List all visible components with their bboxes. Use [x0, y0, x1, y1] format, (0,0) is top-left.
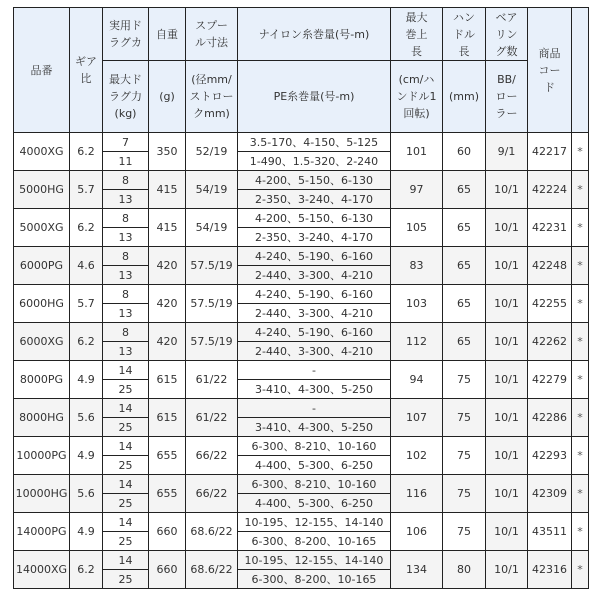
- bearings-cell: 10/1: [486, 513, 528, 551]
- header-max-drag: 最大ドラグ力(kg): [103, 61, 149, 133]
- product-code-cell: 42279: [528, 361, 572, 399]
- product-code-cell: 42217: [528, 133, 572, 171]
- header-weight: 自重: [149, 8, 186, 61]
- spool-cell: 52/19: [186, 133, 238, 171]
- product-code-cell: 42262: [528, 323, 572, 361]
- header-bearings: ベアリング数: [486, 8, 528, 61]
- practical-drag-cell: 14: [103, 437, 149, 456]
- table-row: [14, 513, 589, 532]
- bearings-cell: 10/1: [486, 247, 528, 285]
- note-cell: *: [572, 551, 589, 589]
- nylon-capacity-cell: 6-300、8-210、10-160: [238, 475, 391, 494]
- bearings-cell: 10/1: [486, 437, 528, 475]
- max-drag-cell: 11: [103, 152, 149, 171]
- max-drag-cell: 25: [103, 570, 149, 589]
- gear-ratio-cell: 5.6: [70, 475, 103, 513]
- product-code-cell: 42293: [528, 437, 572, 475]
- max-retrieve-cell: 101: [391, 133, 443, 171]
- note-cell: *: [572, 209, 589, 247]
- weight-cell: 615: [149, 399, 186, 437]
- max-retrieve-cell: 103: [391, 285, 443, 323]
- pe-capacity-cell: 6-300、8-200、10-165: [238, 532, 391, 551]
- gear-ratio-cell: 5.7: [70, 171, 103, 209]
- header-nylon: ナイロン糸巻量(号-m): [238, 8, 391, 61]
- model-cell: 8000HG: [14, 399, 70, 437]
- header-row-1: [14, 8, 589, 61]
- product-code-cell: 42255: [528, 285, 572, 323]
- spool-cell: 61/22: [186, 361, 238, 399]
- bearings-cell: 10/1: [486, 361, 528, 399]
- nylon-capacity-cell: 4-240、5-190、6-160: [238, 323, 391, 342]
- spool-cell: 68.6/22: [186, 513, 238, 551]
- gear-ratio-cell: 4.9: [70, 361, 103, 399]
- bearings-cell: 10/1: [486, 171, 528, 209]
- model-cell: 5000HG: [14, 171, 70, 209]
- gear-ratio-cell: 6.2: [70, 551, 103, 589]
- note-cell: *: [572, 475, 589, 513]
- header-spool: スプール寸法: [186, 8, 238, 61]
- model-cell: 6000HG: [14, 285, 70, 323]
- max-drag-cell: 25: [103, 494, 149, 513]
- max-retrieve-cell: 105: [391, 209, 443, 247]
- handle-length-cell: 65: [443, 323, 486, 361]
- gear-ratio-cell: 6.2: [70, 323, 103, 361]
- max-retrieve-cell: 97: [391, 171, 443, 209]
- spool-cell: 54/19: [186, 209, 238, 247]
- gear-ratio-cell: 4.9: [70, 437, 103, 475]
- max-retrieve-cell: 112: [391, 323, 443, 361]
- bearings-cell: 9/1: [486, 133, 528, 171]
- weight-cell: 655: [149, 475, 186, 513]
- note-cell: *: [572, 285, 589, 323]
- handle-length-cell: 75: [443, 475, 486, 513]
- spec-table: [13, 7, 589, 589]
- practical-drag-cell: 8: [103, 171, 149, 190]
- model-cell: 4000XG: [14, 133, 70, 171]
- header-practical-drag: 実用ドラグカ: [103, 8, 149, 61]
- weight-cell: 420: [149, 285, 186, 323]
- practical-drag-cell: 14: [103, 551, 149, 570]
- handle-length-cell: 65: [443, 171, 486, 209]
- bearings-cell: 10/1: [486, 475, 528, 513]
- header-weight-unit: (g): [149, 61, 186, 133]
- handle-length-cell: 75: [443, 437, 486, 475]
- header-note: [572, 8, 589, 133]
- pe-capacity-cell: 2-440、3-300、4-210: [238, 304, 391, 323]
- header-handle: ハンドル長: [443, 8, 486, 61]
- practical-drag-cell: 14: [103, 361, 149, 380]
- table-row: [14, 475, 589, 494]
- header-model: 品番: [14, 8, 70, 133]
- max-drag-cell: 25: [103, 418, 149, 437]
- pe-capacity-cell: 4-400、5-300、6-250: [238, 494, 391, 513]
- weight-cell: 615: [149, 361, 186, 399]
- max-retrieve-cell: 134: [391, 551, 443, 589]
- table-row: [14, 171, 589, 190]
- pe-capacity-cell: 4-400、5-300、6-250: [238, 456, 391, 475]
- model-cell: 14000XG: [14, 551, 70, 589]
- weight-cell: 415: [149, 171, 186, 209]
- header-max-retrieve: 最大巻上長: [391, 8, 443, 61]
- bearings-cell: 10/1: [486, 399, 528, 437]
- table-row: [14, 133, 589, 152]
- product-code-cell: 42316: [528, 551, 572, 589]
- gear-ratio-cell: 6.2: [70, 133, 103, 171]
- table-row: [14, 361, 589, 380]
- max-drag-cell: 13: [103, 266, 149, 285]
- header-gear-ratio: ギア比: [70, 8, 103, 133]
- product-code-cell: 43511: [528, 513, 572, 551]
- model-cell: 6000PG: [14, 247, 70, 285]
- note-cell: *: [572, 361, 589, 399]
- table-row: [14, 399, 589, 418]
- pe-capacity-cell: 1-490、1.5-320、2-240: [238, 152, 391, 171]
- max-retrieve-cell: 116: [391, 475, 443, 513]
- handle-length-cell: 60: [443, 133, 486, 171]
- weight-cell: 350: [149, 133, 186, 171]
- note-cell: *: [572, 171, 589, 209]
- pe-capacity-cell: 2-440、3-300、4-210: [238, 342, 391, 361]
- practical-drag-cell: 14: [103, 475, 149, 494]
- nylon-capacity-cell: -: [238, 361, 391, 380]
- practical-drag-cell: 8: [103, 247, 149, 266]
- product-code-cell: 42224: [528, 171, 572, 209]
- table-row: [14, 285, 589, 304]
- product-code-cell: 42286: [528, 399, 572, 437]
- weight-cell: 420: [149, 247, 186, 285]
- max-drag-cell: 13: [103, 304, 149, 323]
- gear-ratio-cell: 4.9: [70, 513, 103, 551]
- bearings-cell: 10/1: [486, 285, 528, 323]
- max-drag-cell: 25: [103, 532, 149, 551]
- model-cell: 14000PG: [14, 513, 70, 551]
- nylon-capacity-cell: -: [238, 399, 391, 418]
- spool-cell: 66/22: [186, 437, 238, 475]
- handle-length-cell: 75: [443, 361, 486, 399]
- max-retrieve-cell: 106: [391, 513, 443, 551]
- header-handle-unit: (mm): [443, 61, 486, 133]
- handle-length-cell: 65: [443, 209, 486, 247]
- max-drag-cell: 25: [103, 380, 149, 399]
- gear-ratio-cell: 4.6: [70, 247, 103, 285]
- max-drag-cell: 13: [103, 342, 149, 361]
- weight-cell: 660: [149, 551, 186, 589]
- model-cell: 10000PG: [14, 437, 70, 475]
- gear-ratio-cell: 5.7: [70, 285, 103, 323]
- nylon-capacity-cell: 4-240、5-190、6-160: [238, 247, 391, 266]
- table-row: [14, 209, 589, 228]
- note-cell: *: [572, 399, 589, 437]
- model-cell: 5000XG: [14, 209, 70, 247]
- weight-cell: 660: [149, 513, 186, 551]
- practical-drag-cell: 8: [103, 285, 149, 304]
- spool-cell: 66/22: [186, 475, 238, 513]
- header-max-retrieve-unit: (cm/ハンドル1回転): [391, 61, 443, 133]
- product-code-cell: 42231: [528, 209, 572, 247]
- max-retrieve-cell: 94: [391, 361, 443, 399]
- nylon-capacity-cell: 6-300、8-210、10-160: [238, 437, 391, 456]
- weight-cell: 655: [149, 437, 186, 475]
- spool-cell: 57.5/19: [186, 285, 238, 323]
- practical-drag-cell: 14: [103, 513, 149, 532]
- note-cell: *: [572, 133, 589, 171]
- product-code-cell: 42248: [528, 247, 572, 285]
- gear-ratio-cell: 6.2: [70, 209, 103, 247]
- note-cell: *: [572, 247, 589, 285]
- bearings-cell: 10/1: [486, 551, 528, 589]
- weight-cell: 415: [149, 209, 186, 247]
- nylon-capacity-cell: 4-200、5-150、6-130: [238, 171, 391, 190]
- header-bearings-unit: BB/ローラー: [486, 61, 528, 133]
- pe-capacity-cell: 2-350、3-240、4-170: [238, 190, 391, 209]
- bearings-cell: 10/1: [486, 323, 528, 361]
- nylon-capacity-cell: 4-240、5-190、6-160: [238, 285, 391, 304]
- handle-length-cell: 75: [443, 399, 486, 437]
- nylon-capacity-cell: 3.5-170、4-150、5-125: [238, 133, 391, 152]
- spool-cell: 57.5/19: [186, 247, 238, 285]
- table-row: [14, 323, 589, 342]
- max-retrieve-cell: 102: [391, 437, 443, 475]
- header-code: 商品コード: [528, 8, 572, 133]
- pe-capacity-cell: 3-410、4-300、5-250: [238, 418, 391, 437]
- product-code-cell: 42309: [528, 475, 572, 513]
- header-pe: PE糸巻量(号-m): [238, 61, 391, 133]
- practical-drag-cell: 7: [103, 133, 149, 152]
- weight-cell: 420: [149, 323, 186, 361]
- practical-drag-cell: 8: [103, 209, 149, 228]
- practical-drag-cell: 8: [103, 323, 149, 342]
- nylon-capacity-cell: 4-200、5-150、6-130: [238, 209, 391, 228]
- max-retrieve-cell: 83: [391, 247, 443, 285]
- handle-length-cell: 65: [443, 285, 486, 323]
- pe-capacity-cell: 2-440、3-300、4-210: [238, 266, 391, 285]
- note-cell: *: [572, 323, 589, 361]
- max-drag-cell: 13: [103, 228, 149, 247]
- spool-cell: 54/19: [186, 171, 238, 209]
- model-cell: 8000PG: [14, 361, 70, 399]
- table-row: [14, 437, 589, 456]
- max-drag-cell: 13: [103, 190, 149, 209]
- max-retrieve-cell: 107: [391, 399, 443, 437]
- pe-capacity-cell: 3-410、4-300、5-250: [238, 380, 391, 399]
- max-drag-cell: 25: [103, 456, 149, 475]
- note-cell: *: [572, 513, 589, 551]
- spool-cell: 57.5/19: [186, 323, 238, 361]
- spool-cell: 61/22: [186, 399, 238, 437]
- gear-ratio-cell: 5.6: [70, 399, 103, 437]
- handle-length-cell: 65: [443, 247, 486, 285]
- nylon-capacity-cell: 10-195、12-155、14-140: [238, 551, 391, 570]
- table-row: [14, 247, 589, 266]
- note-cell: *: [572, 437, 589, 475]
- pe-capacity-cell: 2-350、3-240、4-170: [238, 228, 391, 247]
- model-cell: 6000XG: [14, 323, 70, 361]
- spool-cell: 68.6/22: [186, 551, 238, 589]
- practical-drag-cell: 14: [103, 399, 149, 418]
- nylon-capacity-cell: 10-195、12-155、14-140: [238, 513, 391, 532]
- pe-capacity-cell: 6-300、8-200、10-165: [238, 570, 391, 589]
- header-spool-unit: (径mm/ストロークmm): [186, 61, 238, 133]
- handle-length-cell: 80: [443, 551, 486, 589]
- table-row: [14, 551, 589, 570]
- handle-length-cell: 75: [443, 513, 486, 551]
- model-cell: 10000HG: [14, 475, 70, 513]
- bearings-cell: 10/1: [486, 209, 528, 247]
